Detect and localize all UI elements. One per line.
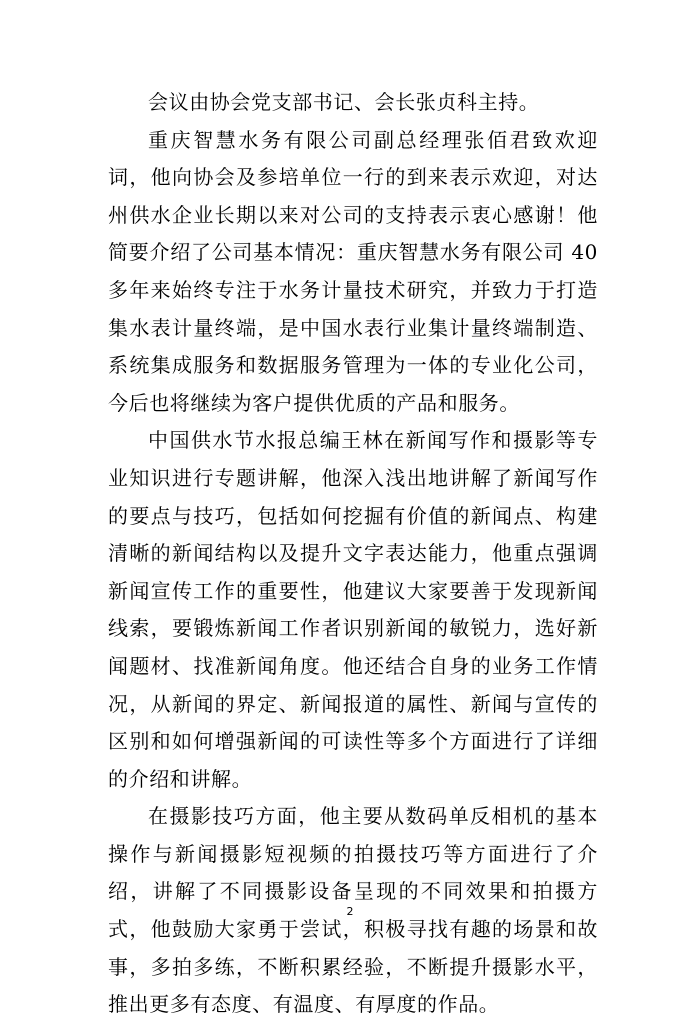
document-body bbox=[108, 84, 598, 1024]
paragraph-news-writing-lecture: 中国供水节水报总编王林在新闻写作和摄影等专业知识进行专题讲解，他深入浅出地讲解了新闻写作的要点与技巧，包括如何挖掘有价值的新闻点、构建清晰的新闻结构以及提升文字表达能力，他重点强调新闻宣传工作的重要性，他建议大家要善于发现新闻线索，要锻炼新闻工作者识别新闻的敏锐力，选好新闻题材、找准新闻角度。他还结合自身的业务工作情况，从新闻的界定、新闻报道的属性、新闻与宣传的区别和如何增强新闻的可读性等多个方面进行了详细的介绍和讲解。 bbox=[108, 428, 598, 791]
paragraph-photography-lecture: 在摄影技巧方面，他主要从数码单反相机的基本操作与新闻摄影短视频的拍摄技巧等方面进行了介绍，讲解了不同摄影设备呈现的不同效果和拍摄方式，他鼓励大家勇于尝试，积极寻找有趣的场景和故事，多拍多练，不断积累经验，不断提升摄影水平，推出更多有态度、有温度、有厚度的作品。 bbox=[108, 804, 598, 1017]
paragraph-welcome-speech: 重庆智慧水务有限公司副总经理张佰君致欢迎词，他向协会及参培单位一行的到来表示欢迎，对达州供水企业长期以来对公司的支持表示衷心感谢！他简要介绍了公司基本情况：重庆智慧水务有限公司 40 多年来始终专注于水务计量技术研究，并致力于打造集水表计量终端，是中国水表行业集计量终端制造、系统集成服务和数据服务管理为一体的专业化公司，今后也将继续为客户提供优质的产品和服务。 bbox=[108, 127, 598, 415]
paragraph-meeting-host: 会议由协会党支部书记、会长张贞科主持。 bbox=[148, 90, 540, 114]
page-number: 2 bbox=[346, 905, 354, 918]
